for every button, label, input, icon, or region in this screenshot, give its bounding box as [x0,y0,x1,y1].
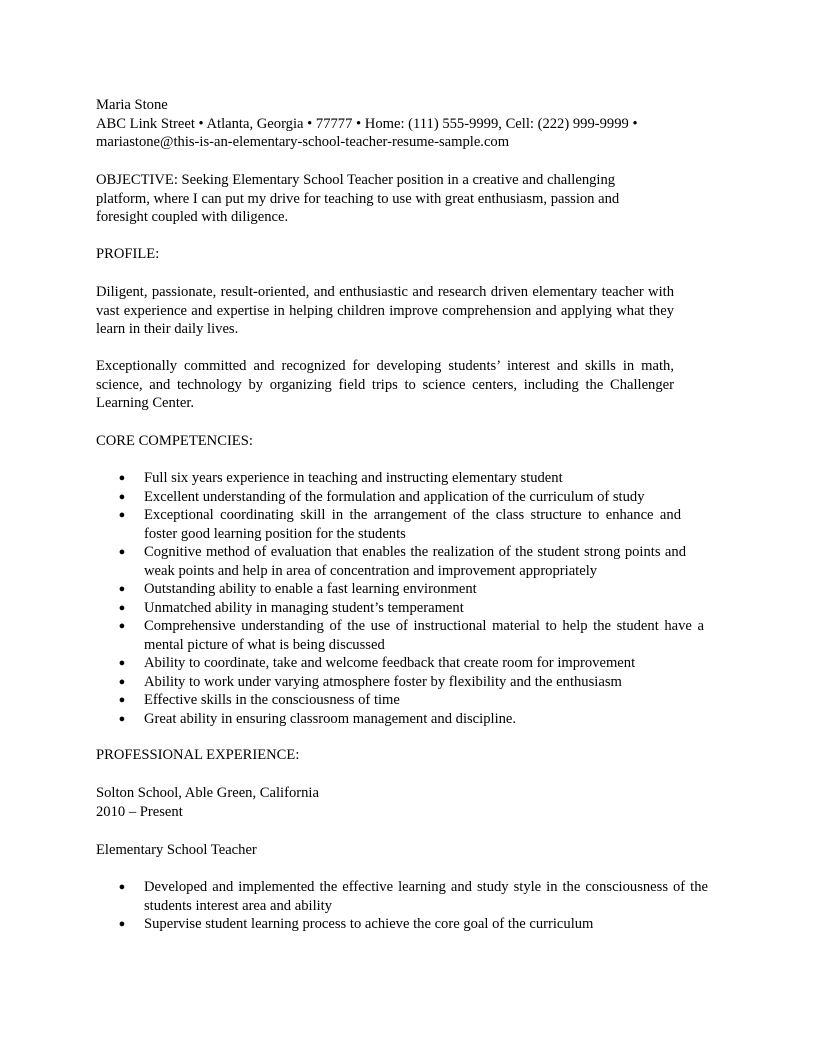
bullet-icon: ● [118,918,126,930]
job-title-block [96,841,686,860]
list-item-text: Exceptional coordinating skill in the arrangement of the class structure to enhance and foster good learning position for the students [144,507,681,542]
list-item-text: Cognitive method of evaluation that enables the realization of the student strong points and weak points and help in area of concentration and improvement appropriately [144,544,686,579]
bullet-icon: ● [118,490,126,503]
list-item [96,654,708,673]
objective-section [96,171,656,227]
competencies-list [96,469,708,728]
list-item [96,469,708,488]
bullet-icon: ● [118,583,126,595]
list-item-text: Great ability in ensuring classroom management and discipline. [144,710,517,727]
contact-email: mariastone@this-is-an-elementary-school-teacher-resume-sample.com [96,134,510,150]
experience-heading [96,746,686,765]
section-heading: CORE COMPETENCIES: [96,433,253,449]
list-item [96,710,708,729]
list-item [96,488,708,507]
list-item-text: Excellent understanding of the formulation and application of the curriculum of study [144,488,645,505]
employment-dates: 2010 – Present [96,803,183,820]
bullet-icon: ● [118,675,126,688]
list-item [96,617,704,654]
list-item-text: Ability to work under varying atmosphere foster by flexibility and the enthusiasm [144,673,622,690]
list-item [96,506,681,543]
bullet-icon: ● [118,881,126,893]
objective-line: platform, where I can put my drive for teaching to use with great enthusiasm, passion and [96,190,620,207]
section-heading: PROFILE: [96,246,160,262]
objective-line: OBJECTIVE: Seeking Elementary School Teacher position in a creative and challenging [96,172,616,188]
bullet-icon: ● [118,509,126,521]
list-item [96,878,708,915]
profile-paragraph: Exceptionally committed and recognized for developing students’ interest and skills in math, science, and technology by organizing field trips to science centers, including the Challenger Learning Center. [96,358,674,411]
experience-list [96,878,708,934]
bullet-icon: ● [118,712,126,725]
bullet-icon: ● [118,620,126,632]
list-item-text: Comprehensive understanding of the use of instructional material to help the student have a mental picture of what is being discussed [144,618,704,653]
objective-line: foresight coupled with diligence. [96,209,289,225]
profile-heading [96,245,686,264]
employer-block [96,784,686,821]
bullet-icon: ● [118,601,126,614]
list-item-text: Unmatched ability in managing student’s temperament [144,599,464,616]
section-heading: PROFESSIONAL EXPERIENCE: [96,747,300,763]
list-item-text: Developed and implemented the effective learning and study style in the consciousness of the students interest area and ability [144,879,708,914]
profile-paragraph: Diligent, passionate, result-oriented, and enthusiastic and research driven elementary teacher with vast experience and expertise in helping children improve comprehension and applying what they learn in their daily lives. [96,284,674,337]
contact-header [96,96,686,152]
list-item [96,543,686,580]
list-item [96,691,708,710]
bullet-icon: ● [118,546,126,558]
list-item-text: Effective skills in the consciousness of time [144,692,400,708]
competencies-heading [96,432,686,451]
candidate-name: Maria Stone [96,97,168,113]
list-item-text: Ability to coordinate, take and welcome feedback that create room for improvement [144,655,636,671]
employer-name: Solton School, Able Green, California [96,785,319,801]
list-item [96,915,708,934]
contact-line: ABC Link Street • Atlanta, Georgia • 77777 • Home: (111) 555-9999, Cell: (222) 999-9999 • [96,115,638,132]
list-item [96,599,708,618]
list-item [96,580,708,599]
list-item-text: Full six years experience in teaching and instructing elementary student [144,470,563,486]
list-item [96,673,708,692]
list-item-text: Supervise student learning process to achieve the core goal of the curriculum [144,916,594,932]
bullet-icon: ● [118,472,126,484]
list-item-text: Outstanding ability to enable a fast learning environment [144,581,477,597]
job-title: Elementary School Teacher [96,842,257,858]
bullet-icon: ● [118,694,126,706]
bullet-icon: ● [118,657,126,669]
